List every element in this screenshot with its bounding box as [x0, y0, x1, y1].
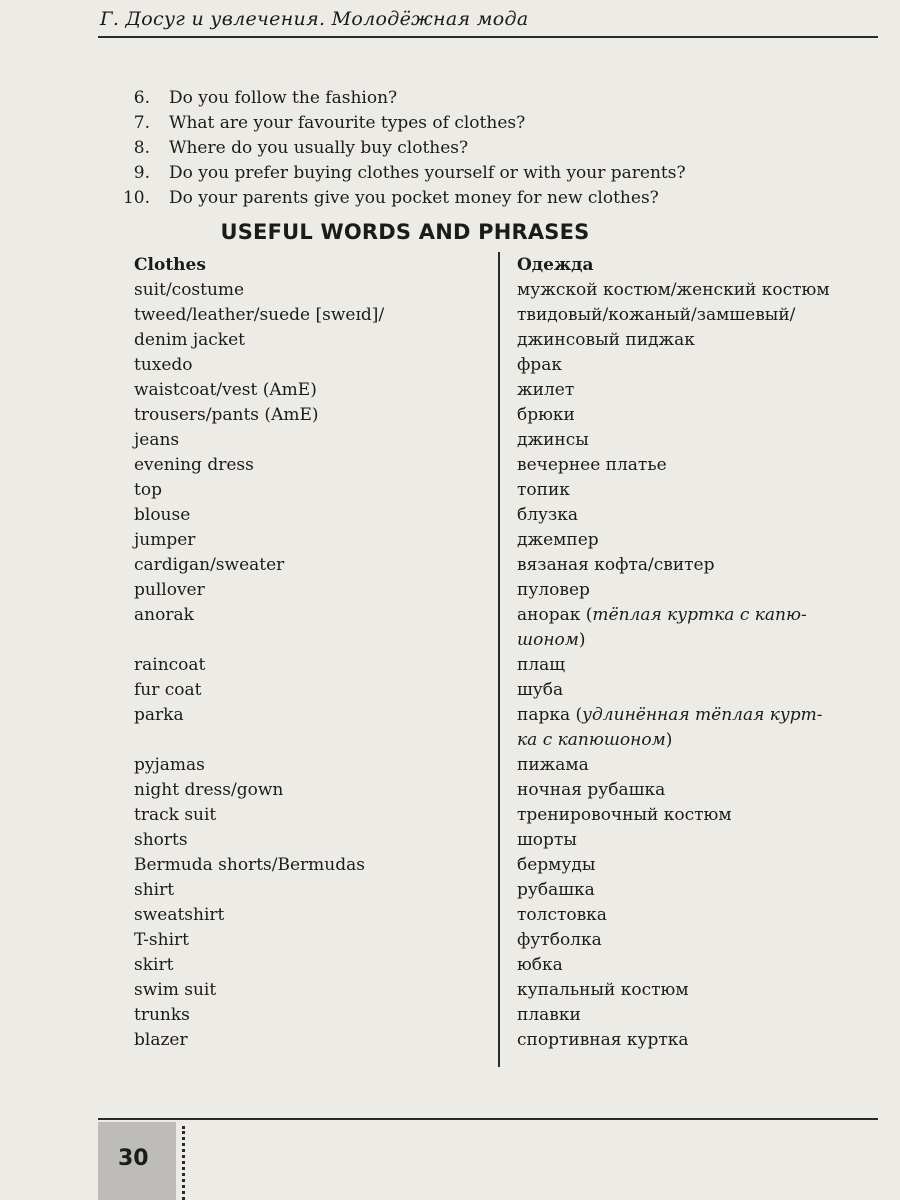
vocab-en: night dress/gown: [134, 780, 284, 800]
vocab-ru: юбка: [517, 955, 563, 975]
vocab-ru: купальный костюм: [517, 980, 689, 1000]
question-text: What are your favourite types of clothes?: [169, 113, 526, 133]
question-number: 10.: [122, 188, 150, 208]
vocab-en: trunks: [134, 1005, 190, 1025]
vocab-en: trousers/pants (AmE): [134, 405, 319, 425]
vocab-ru: рубашка: [517, 880, 595, 900]
question-number: 6.: [133, 88, 150, 108]
vocab-en: cardigan/sweater: [134, 555, 285, 575]
vocab-ru: джинсы: [517, 430, 589, 450]
vocab-ru: анорак (тёплая куртка с капю- шоном): [517, 605, 807, 650]
vocab-en: track suit: [134, 805, 217, 825]
footer-rule: [98, 1118, 878, 1120]
vocab-ru: толстовка: [517, 905, 607, 925]
dotted-divider: [182, 1126, 185, 1200]
vocab-en: anorak: [134, 605, 194, 625]
vocab-ru: джинсовый пиджак: [517, 330, 695, 350]
vocab-en: skirt: [134, 955, 174, 975]
page-number: 30: [118, 1146, 149, 1171]
vocab-en: raincoat: [134, 655, 206, 675]
vocab-en: jeans: [134, 430, 180, 450]
section-title: USEFUL WORDS AND PHRASES: [220, 220, 590, 244]
vocab-header-en: Clothes: [134, 255, 206, 275]
vocab-ru: жилет: [517, 380, 575, 400]
vocab-en: blazer: [134, 1030, 188, 1050]
column-divider: [498, 252, 500, 1067]
vocab-ru: брюки: [517, 405, 575, 425]
vocab-en: T-shirt: [134, 930, 189, 950]
vocab-en: Bermuda shorts/Bermudas: [134, 855, 365, 875]
vocab-ru: спортивная куртка: [517, 1030, 689, 1050]
vocab-ru: плащ: [517, 655, 566, 675]
question-text: Do your parents give you pocket money for new clothes?: [169, 188, 659, 208]
vocab-header-ru: Одежда: [517, 255, 594, 275]
vocab-en: tuxedo: [134, 355, 193, 375]
vocab-ru: пижама: [517, 755, 589, 775]
vocab-en: pullover: [134, 580, 205, 600]
question-number: 7.: [133, 113, 150, 133]
vocab-en: fur coat: [134, 680, 202, 700]
vocab-ru: плавки: [517, 1005, 581, 1025]
vocab-en: denim jacket: [134, 330, 245, 350]
vocab-ru: топик: [517, 480, 570, 500]
vocab-ru: парка (удлинённая тёплая курт- ка с капюшоном): [517, 705, 823, 750]
vocab-en: suit/costume: [134, 280, 245, 300]
vocab-ru: пуловер: [517, 580, 590, 600]
question-number: 9.: [133, 163, 150, 183]
vocab-ru: вечернее платье: [517, 455, 667, 475]
vocab-en: evening dress: [134, 455, 254, 475]
vocab-ru: мужской костюм/женский костюм: [517, 280, 830, 300]
vocab-ru: тренировочный костюм: [517, 805, 732, 825]
vocab-en: waistcoat/vest (AmE): [134, 380, 317, 400]
question-text: Where do you usually buy clothes?: [169, 138, 469, 158]
vocab-en: swim suit: [134, 980, 217, 1000]
vocab-en: pyjamas: [134, 755, 205, 775]
vocab-ru: фрак: [517, 355, 562, 375]
vocab-ru: твидовый/кожаный/замшевый/: [517, 305, 796, 325]
vocab-en: shirt: [134, 880, 175, 900]
vocab-ru: блузка: [517, 505, 579, 525]
vocab-en: parka: [134, 705, 184, 725]
vocab-ru: футболка: [517, 930, 602, 950]
vocab-ru: бермуды: [517, 855, 596, 875]
vocab-en: top: [134, 480, 162, 500]
vocab-en: shorts: [134, 830, 188, 850]
vocab-en: blouse: [134, 505, 191, 525]
question-text: Do you prefer buying clothes yourself or with your parents?: [169, 163, 686, 183]
vocab-en: sweatshirt: [134, 905, 225, 925]
question-number: 8.: [133, 138, 150, 158]
vocab-ru: ночная рубашка: [517, 780, 666, 800]
vocab-ru: шуба: [517, 680, 564, 700]
question-text: Do you follow the fashion?: [169, 88, 398, 108]
vocab-ru: шорты: [517, 830, 577, 850]
vocab-en: tweed/leather/suede [sweɪd]/: [134, 305, 385, 325]
vocab-ru: вязаная кофта/свитер: [517, 555, 715, 575]
header-title: Г. Досуг и увлечения. Молодёжная мода: [100, 8, 529, 30]
vocab-ru: джемпер: [517, 530, 599, 550]
vocab-en: jumper: [134, 530, 196, 550]
header-rule: [98, 36, 878, 38]
